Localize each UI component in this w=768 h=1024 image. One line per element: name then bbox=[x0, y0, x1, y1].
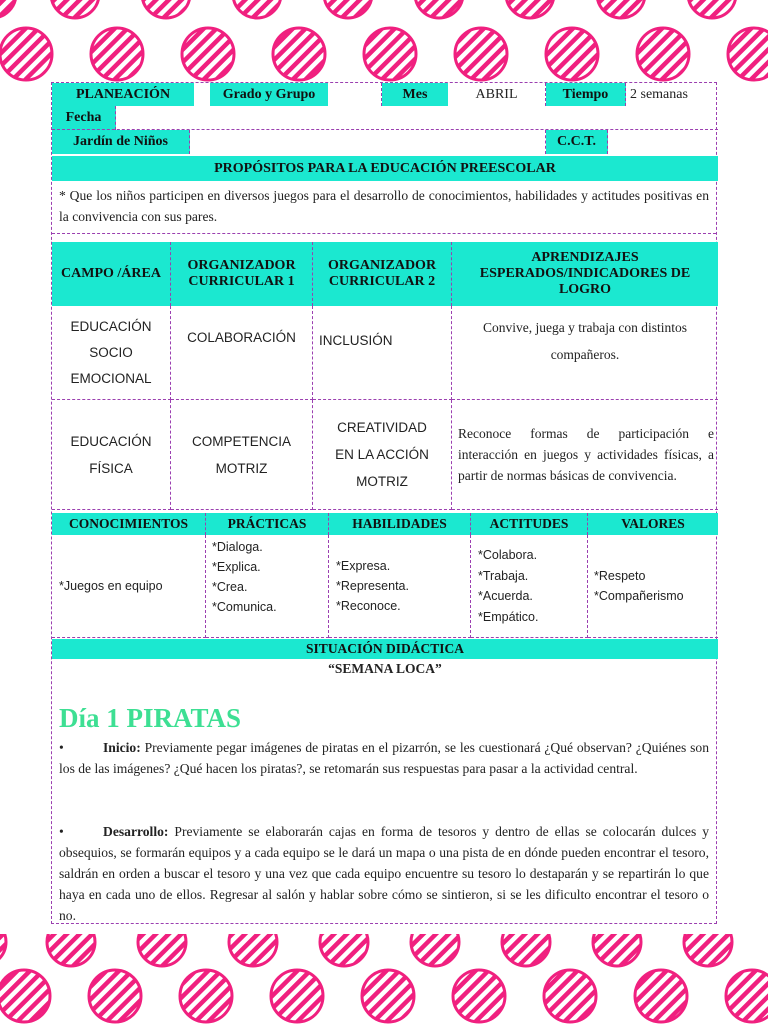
desarrollo-paragraph bbox=[59, 821, 709, 926]
valor-item: *Compañerismo bbox=[594, 589, 684, 603]
planning-sheet bbox=[51, 82, 717, 924]
header-organizador-2: ORGANIZADOR CURRICULAR 2 bbox=[313, 242, 452, 306]
desarrollo-text: Previamente se elaborarán cajas en forma de tesoros y dentro de ellas se colocarán dulces y obsequios, se formarán equipos y a cada equipo se le dará un mapa o una pista de en dónde pueden encontrar el tesoro, saldrán en orden a buscar el tesoro y una vez que cada equipo encuentre su tesoro lo destaparán y se repartirán lo que haya en cada uno de ellos. Regresar al salón y hablar sobre cómo se sintieron, si se les dificulto encontrar el tesoro o no. bbox=[59, 824, 709, 923]
fecha-value[interactable] bbox=[116, 106, 718, 130]
actitud-item: *Trabaja. bbox=[478, 568, 529, 583]
grado-grupo-label: Grado y Grupo bbox=[210, 83, 328, 106]
propositos-title: PROPÓSITOS PARA LA EDUCACIÓN PREESCOLAR bbox=[52, 156, 718, 181]
day1-title: Día 1 PIRATAS bbox=[59, 703, 242, 733]
conocimiento-item: *Juegos en equipo bbox=[59, 579, 163, 593]
jardin-label: Jardín de Niños bbox=[52, 130, 190, 154]
practicas-cell bbox=[206, 535, 329, 638]
habilidad-item: *Reconoce. bbox=[336, 599, 401, 613]
row2-org2: CREATIVIDAD EN LA ACCIÓN MOTRIZ bbox=[313, 400, 452, 510]
desarrollo-label: Desarrollo: bbox=[103, 824, 169, 839]
mes-label: Mes bbox=[382, 83, 448, 106]
polka-dots-top bbox=[0, 0, 768, 80]
inicio-text: Previamente pegar imágenes de piratas en el pizarrón, se les cuestionará ¿Qué observan? ¿Quiénes son los de las imágenes? ¿Qué hacen los piratas?, se retomarán sus respuestas para pasar a la actividad central. bbox=[59, 740, 709, 776]
tiempo-label: Tiempo bbox=[546, 83, 626, 106]
row2-org1: COMPETENCIA MOTRIZ bbox=[171, 400, 313, 510]
situacion-title: SITUACIÓN DIDÁCTICA bbox=[52, 639, 718, 659]
inicio-label: Inicio: bbox=[103, 740, 141, 755]
conocimientos-cell bbox=[52, 535, 206, 638]
bullet-marker: • bbox=[59, 824, 64, 839]
inicio-paragraph bbox=[59, 737, 709, 779]
header-habilidades: HABILIDADES bbox=[329, 513, 471, 535]
row2-aprendizaje: Reconoce formas de participación e interacción en juegos y actividades físicas, a partir de normas básicas de convivencia. bbox=[452, 400, 718, 510]
actitud-item: *Acuerda. bbox=[478, 589, 533, 603]
header-campo: CAMPO /ÁREA bbox=[52, 242, 171, 306]
practica-item: *Comunica. bbox=[212, 600, 277, 614]
header-practicas: PRÁCTICAS bbox=[206, 513, 329, 535]
practica-item: *Crea. bbox=[212, 580, 248, 594]
situacion-subtitle: “SEMANA LOCA” bbox=[328, 661, 442, 676]
practica-item: *Explica. bbox=[212, 560, 261, 574]
cct-value[interactable] bbox=[608, 130, 718, 154]
top-polka-border bbox=[0, 0, 768, 90]
propositos-text: * Que los niños participen en diversos juegos para el desarrollo de conocimientos, habilidades y actitudes positivas en la convivencia con sus pares. bbox=[52, 185, 716, 234]
cct-label: C.C.T. bbox=[546, 130, 608, 154]
tiempo-value[interactable]: 2 semanas bbox=[630, 86, 688, 102]
actitud-item: *Colabora. bbox=[478, 548, 538, 562]
polka-dots-bottom bbox=[0, 934, 768, 1022]
row1-campo: EDUCACIÓN SOCIO EMOCIONAL bbox=[52, 306, 171, 400]
jardin-value[interactable] bbox=[190, 130, 546, 154]
bottom-polka-border bbox=[0, 934, 768, 1024]
row2-campo: EDUCACIÓN FÍSICA bbox=[52, 400, 171, 510]
actitud-item: *Empático. bbox=[478, 609, 539, 624]
actitudes-cell bbox=[471, 535, 588, 638]
planeacion-value[interactable] bbox=[194, 83, 210, 106]
habilidad-item: *Expresa. bbox=[336, 559, 391, 573]
valor-item: *Respeto bbox=[594, 569, 646, 583]
planeacion-label: PLANEACIÓN bbox=[52, 83, 194, 106]
grado-grupo-value[interactable] bbox=[328, 83, 382, 106]
bullet-marker: • bbox=[59, 740, 64, 755]
header-conocimientos: CONOCIMIENTOS bbox=[52, 513, 206, 535]
fecha-label: Fecha bbox=[52, 106, 116, 130]
row1-org2: INCLUSIÓN bbox=[313, 306, 452, 400]
header-aprendizajes: APRENDIZAJES ESPERADOS/INDICADORES DE LOGRO bbox=[452, 242, 718, 306]
row1-org1: COLABORACIÓN bbox=[171, 306, 313, 400]
valores-cell bbox=[588, 535, 718, 638]
habilidad-item: *Representa. bbox=[336, 579, 409, 593]
practica-item: *Dialoga. bbox=[212, 540, 263, 554]
header-actitudes: ACTITUDES bbox=[471, 513, 588, 535]
header-valores: VALORES bbox=[588, 513, 718, 535]
row1-aprendizaje: Convive, juega y trabaja con distintos compañeros. bbox=[452, 306, 718, 400]
habilidades-cell bbox=[329, 535, 471, 638]
header-organizador-1: ORGANIZADOR CURRICULAR 1 bbox=[171, 242, 313, 306]
mes-value[interactable]: ABRIL bbox=[448, 83, 546, 106]
